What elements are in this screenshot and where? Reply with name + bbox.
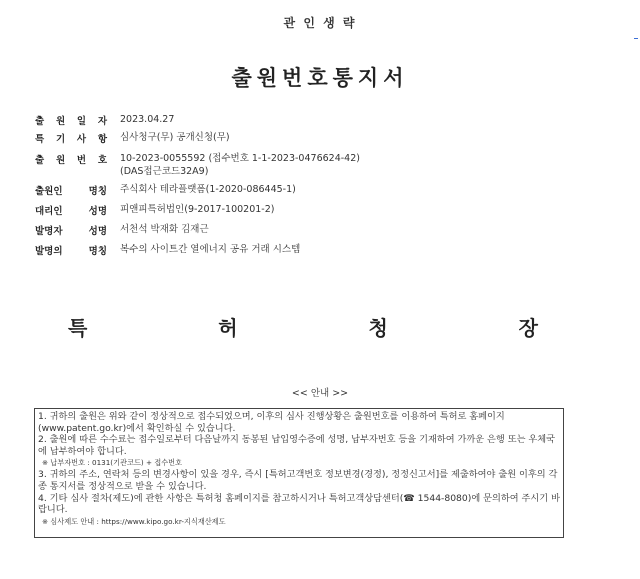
document-title: 출원번호통지서 — [231, 66, 409, 90]
notice-item: 4. 기타 심사 절차(제도)에 관한 사항은 특허청 홈페이지를 참고하시거나 특허고객상담센터(☎ 1544-8080)에 문의하여 주시기 바랍니다. — [38, 492, 560, 516]
field-label-part: 기 — [55, 134, 66, 145]
field-value-line: 2023.04.27 — [120, 114, 175, 125]
field-label-part: 성명 — [88, 226, 107, 237]
field-value-line: 주식회사 테라플랫폼(1-2020-086445-1) — [120, 184, 296, 195]
field-value — [120, 203, 274, 216]
issuer-char: 허 — [218, 316, 238, 340]
field-value-line: 복수의 사이트간 열에너지 공유 거래 시스템 — [120, 244, 301, 255]
field-label — [35, 113, 107, 127]
field-value-line: 심사청구(무) 공개신청(무) — [120, 132, 230, 143]
field-value — [120, 243, 300, 256]
field-label — [35, 203, 107, 217]
field-label-part: 대리인 — [35, 206, 63, 217]
field-label — [35, 152, 107, 166]
field-label — [35, 223, 107, 237]
field-label-part: 원 — [55, 116, 66, 127]
field-label — [35, 131, 107, 145]
field-label-part: 사 — [76, 134, 87, 145]
notice-box — [34, 408, 564, 538]
notice-item: 1. 귀하의 출원은 위와 같이 정상적으로 접수되었으며, 이후의 심사 진행상황은 출원번호를 이용하여 특허로 홈페이지(www.patent.go.kr)에서 확인하실 수 있습니다. — [38, 411, 505, 434]
field-value-line: 서천석 박재화 김재근 — [120, 224, 209, 235]
notice-footnote: ※ 납부자번호 : 0131(기관코드) + 접수번호 — [42, 458, 183, 468]
issuer-char: 장 — [518, 316, 538, 340]
notice-item: 3. 귀하의 주소, 연락처 등의 변경사항이 있을 경우, 즉시 [특허고객번호 정보변경(경정), 정정신고서]를 제출하여야 출원 이후의 각종 통지서를 정상적으로 받을 수 있습니다. — [38, 469, 558, 492]
field-value-line: 피앤피특허법인(9-2017-100201-2) — [120, 204, 275, 215]
corner-mark — [634, 38, 638, 39]
field-label — [35, 243, 107, 257]
field-label-part: 성명 — [88, 206, 107, 217]
field-label-part: 호 — [97, 155, 107, 166]
issuer-char: 특 — [68, 316, 88, 340]
field-label-part: 특 — [35, 134, 45, 145]
field-label-part: 명칭 — [88, 186, 107, 197]
field-label-part: 원 — [55, 155, 66, 166]
field-label-part: 일 — [76, 116, 87, 127]
field-value — [120, 223, 209, 236]
field-value — [120, 131, 230, 144]
field-label-part: 발명의 — [35, 246, 63, 257]
seal-omitted-label: 관 인 생 략 — [283, 16, 357, 30]
field-label-part: 출 — [35, 155, 45, 166]
field-label — [35, 183, 107, 197]
notice-heading: << 안내 >> — [291, 388, 349, 399]
field-label-part: 번 — [76, 155, 87, 166]
field-label-part: 출원인 — [35, 186, 63, 197]
field-value — [120, 113, 174, 126]
field-value — [120, 183, 296, 196]
field-value-line: 10-2023-0055592 (접수번호 1-1-2023-0476624-42) — [120, 153, 360, 164]
notice-item: 2. 출원에 따른 수수료는 접수일로부터 다음날까지 동봉된 납입영수증에 성명, 납부자번호 등을 기재하여 가까운 은행 또는 우체국에 납부하여야 합니다. — [38, 434, 555, 457]
field-label-part: 출 — [35, 116, 45, 127]
field-label-part: 자 — [97, 116, 107, 127]
field-value — [120, 152, 360, 178]
notice-footnote: ※ 심사제도 안내 : https://www.kipo.go.kr-지식재산제도 — [42, 516, 226, 526]
field-label-part: 항 — [97, 134, 107, 145]
issuer-char: 청 — [368, 316, 388, 340]
field-label-part: 발명자 — [35, 226, 63, 237]
issuer-name — [68, 312, 538, 341]
field-value-line: (DAS접근코드32A9) — [120, 166, 209, 177]
field-label-part: 명칭 — [88, 246, 107, 257]
